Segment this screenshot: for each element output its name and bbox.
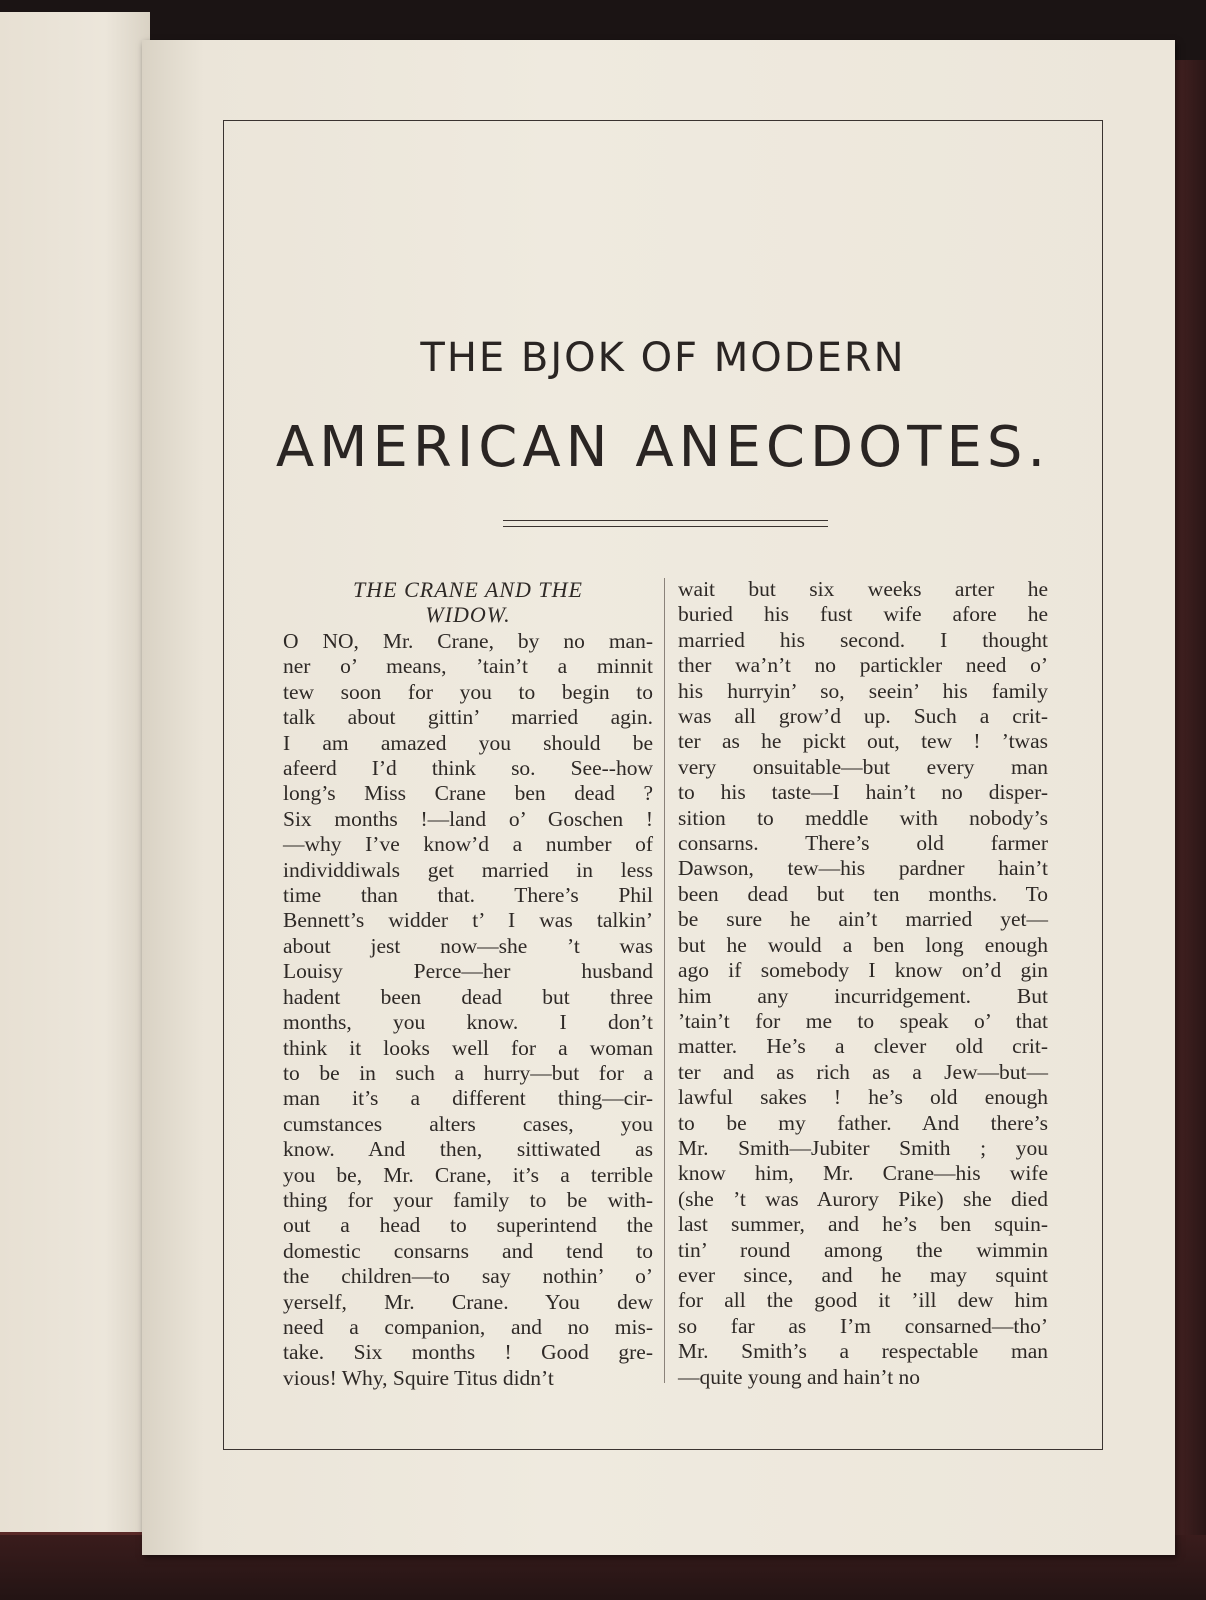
text-line: married his second. I thought <box>678 627 1048 652</box>
text-line: months, you know. I don’t <box>283 1010 653 1035</box>
text-line: vious! Why, Squire Titus didn’t <box>283 1365 554 1390</box>
text-line: domestic consarns and tend to <box>283 1238 653 1263</box>
text-line: tin’ round among the wimmin <box>678 1237 1048 1262</box>
text-line: —why I’ve know’d a number of <box>283 832 653 857</box>
text-line: talk about gittin’ married agin. <box>283 705 653 730</box>
text-line: yerself, Mr. Crane. You dew <box>283 1289 653 1314</box>
text-line: ter and as rich as a Jew—but— <box>678 1059 1048 1084</box>
text-line: sition to meddle with nobody’s <box>678 805 1048 830</box>
right-column-lines <box>678 577 1048 1390</box>
text-line: man it’s a different thing—cir- <box>283 1086 653 1111</box>
text-line: consarns. There’s old farmer <box>678 831 1048 856</box>
text-line: matter. He’s a clever old crit- <box>678 1034 1048 1059</box>
text-line: Dawson, tew—his pardner hain’t <box>678 856 1048 881</box>
book-title-line-2: AMERICAN ANECDOTES. <box>275 415 1051 480</box>
text-line: to his taste—I hain’t no disper- <box>678 780 1048 805</box>
text-line: his hurryin’ so, seein’ his family <box>678 678 1048 703</box>
text-line: —quite young and hain’t no <box>678 1364 921 1389</box>
text-line: ther wa’n’t no partickler need o’ <box>678 653 1048 678</box>
text-line: thing for your family to be with- <box>283 1187 653 1212</box>
right-text-column <box>678 577 1048 1390</box>
text-line: lawful sakes ! he’s old enough <box>678 1085 1048 1110</box>
text-line: for all the good it ’ill dew him <box>678 1288 1048 1313</box>
text-line: O NO, Mr. Crane, by no man- <box>283 629 653 653</box>
text-line: been dead but ten months. To <box>678 881 1048 906</box>
text-line: Bennett’s widder t’ I was talkin’ <box>283 908 653 933</box>
text-line: afeerd I’d think so. See--how <box>283 756 653 781</box>
text-line: you be, Mr. Crane, it’s a terrible <box>283 1162 653 1187</box>
text-line: to be my father. And there’s <box>678 1110 1048 1135</box>
text-line: (she ’t was Aurory Pike) she died <box>678 1186 1048 1211</box>
text-line: Mr. Smith’s a respectable man <box>678 1339 1048 1364</box>
story-title <box>283 577 653 627</box>
text-line: ago if somebody I know on’d gin <box>678 958 1048 983</box>
text-line: ner o’ means, ’tain’t a minnit <box>283 654 653 679</box>
text-line: was all grow’d up. Such a crit- <box>678 704 1048 729</box>
text-line: ’tain’t for me to speak o’ that <box>678 1008 1048 1033</box>
text-line: be sure he ain’t married yet— <box>678 907 1048 932</box>
left-text-column <box>283 577 653 1391</box>
facing-flyleaf <box>0 12 150 1532</box>
column-divider <box>664 578 665 1383</box>
text-line: but he would a ben long enough <box>678 932 1048 957</box>
text-line: need a companion, and no mis- <box>283 1314 653 1339</box>
text-line: so far as I’m consarned—tho’ <box>678 1313 1048 1338</box>
text-line: Six months !—land o’ Goschen ! <box>283 806 653 831</box>
text-line: take. Six months ! Good gre- <box>283 1340 653 1365</box>
text-line: ter as he pickt out, tew ! ’twas <box>678 729 1048 754</box>
text-line: Mr. Smith—Jubiter Smith ; you <box>678 1135 1048 1160</box>
book-title-line-1: THE BJOK OF MODERN <box>420 335 906 381</box>
text-line: wait but six weeks arter he <box>678 577 1048 601</box>
text-line: cumstances alters cases, you <box>283 1111 653 1136</box>
text-line: buried his fust wife afore he <box>678 602 1048 627</box>
text-line: Louisy Perce—her husband <box>283 959 653 984</box>
text-line: individdiwals get married in less <box>283 857 653 882</box>
text-line: ever since, and he may squint <box>678 1262 1048 1287</box>
text-line: the children—to say nothin’ o’ <box>283 1264 653 1289</box>
text-line: know. And then, sittiwated as <box>283 1137 653 1162</box>
title-double-rule <box>503 520 828 527</box>
story-title-line-1: THE CRANE AND THE <box>353 577 583 602</box>
text-line: time than that. There’s Phil <box>283 883 653 908</box>
text-line: I am amazed you should be <box>283 730 653 755</box>
text-line: tew soon for you to begin to <box>283 679 653 704</box>
text-line: about jest now—she ’t was <box>283 933 653 958</box>
text-line: to be in such a hurry—but for a <box>283 1060 653 1085</box>
text-line: think it looks well for a woman <box>283 1035 653 1060</box>
story-title-line-2: WIDOW. <box>425 602 511 627</box>
text-line: very onsuitable—but every man <box>678 754 1048 779</box>
text-line: out a head to superintend the <box>283 1213 653 1238</box>
text-line: hadent been dead but three <box>283 984 653 1009</box>
text-line: last summer, and he’s ben squin- <box>678 1212 1048 1237</box>
text-line: long’s Miss Crane ben dead ? <box>283 781 653 806</box>
left-column-lines <box>283 629 653 1391</box>
text-line: him any incurridgement. But <box>678 983 1048 1008</box>
text-line: know him, Mr. Crane—his wife <box>678 1161 1048 1186</box>
